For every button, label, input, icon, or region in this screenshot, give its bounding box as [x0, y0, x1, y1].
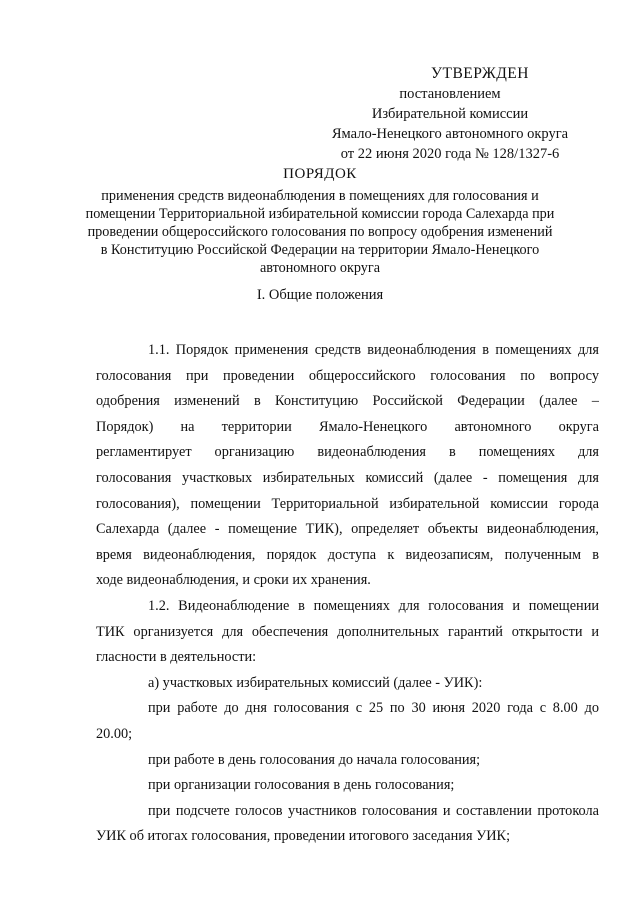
paragraph-line: ходе видеонаблюдения, и сроки их хранения.: [96, 572, 371, 589]
document-title: ПОРЯДОК: [283, 166, 357, 182]
approval-stamp: УТВЕРЖДЕН: [431, 65, 529, 82]
paragraph-line: время видеонаблюдения, порядок доступа к видеозаписям, полученным в: [96, 546, 599, 563]
paragraph-line: Порядок) на территории Ямало-Ненецкого автономного округа: [96, 418, 599, 435]
approval-line: постановлением: [399, 86, 501, 102]
subtitle-line: в Конституцию Российской Федерации на территории Ямало-Ненецкого: [100, 242, 540, 258]
list-item-line: при работе в день голосования до начала голосования;: [148, 751, 481, 768]
subtitle-line: помещении Территориальной избирательной комиссии города Салехарда при: [85, 206, 555, 222]
list-item: а) участковых избирательных комиссий (далее - УИК):: [148, 674, 483, 691]
approval-block: [300, 64, 600, 164]
paragraph-line: одобрения изменений в Конституцию Российской Федерации (далее –: [96, 393, 599, 410]
paragraph-line: голосования при проведении общероссийского голосования по вопросу: [96, 367, 599, 384]
paragraph-line: 1.2. Видеонаблюдение в помещениях для голосования и помещении: [148, 597, 599, 614]
list-item-line: 20.00;: [96, 725, 133, 742]
list-item-line: при организации голосования в день голосования;: [148, 777, 455, 794]
paragraph-line: 1.1. Порядок применения средств видеонаблюдения в помещениях для: [148, 342, 599, 358]
paragraph-line: голосования участковых избирательных комиссий (далее - помещения для: [96, 469, 599, 486]
paragraph-line: Салехарда (далее - помещение ТИК), определяет объекты видеонаблюдения,: [96, 521, 599, 538]
paragraph-line: голосования), помещении Территориальной избирательной комиссии города: [96, 495, 599, 512]
paragraph-line: регламентирует организацию видеонаблюдения в помещениях для: [96, 444, 599, 461]
approval-line: Ямало-Ненецкого автономного округа: [331, 126, 569, 142]
paragraph-line: гласности в деятельности:: [96, 649, 257, 666]
subtitle-line: применения средств видеонаблюдения в помещениях для голосования и: [101, 188, 539, 204]
list-item-line: при работе до дня голосования с 25 по 30 июня 2020 года с 8.00 до: [148, 700, 599, 717]
list-item-line: УИК об итогах голосования, проведении итогового заседания УИК;: [96, 828, 511, 845]
approval-line: от 22 июня 2020 года № 128/1327-6: [340, 146, 560, 162]
section-heading: I. Общие положения: [256, 287, 384, 303]
subtitle-line: проведении общероссийского голосования по вопросу одобрения изменений: [87, 224, 553, 240]
paragraph-line: ТИК организуется для обеспечения дополнительных гарантий открытости и: [96, 623, 599, 640]
approval-line: Избирательной комиссии: [371, 106, 529, 122]
list-item-line: при подсчете голосов участников голосования и составлении протокола: [148, 802, 599, 819]
subtitle-line: автономного округа: [259, 260, 381, 276]
document-body: [96, 338, 599, 850]
document-subtitle: [60, 187, 580, 277]
